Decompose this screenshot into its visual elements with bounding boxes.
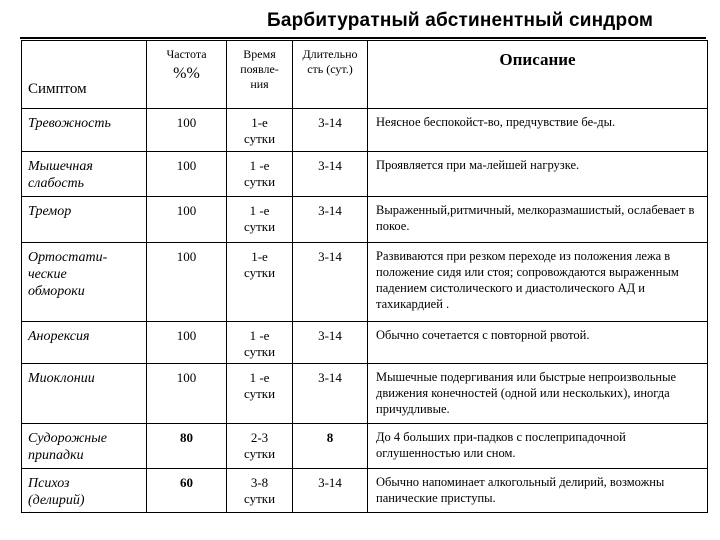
table-row <box>22 197 708 243</box>
cell-frequency: 60 <box>147 469 227 513</box>
cell-frequency: 100 <box>147 243 227 322</box>
cell-description: Обычно напоминает алкогольный делирий, возможны панические приступы. <box>368 469 708 513</box>
symptom-table <box>21 40 708 513</box>
header-duration <box>293 41 368 109</box>
table-header-row <box>22 41 708 109</box>
title-rule <box>20 37 706 39</box>
cell-symptom: Анорексия <box>22 322 147 364</box>
cell-onset <box>227 364 293 424</box>
cell-onset-text: 3-8 сутки <box>243 475 276 506</box>
cell-description: Проявляется при ма-лейшей нагрузке. <box>368 152 708 197</box>
cell-onset <box>227 109 293 152</box>
cell-symptom-text: Психоз (делирий) <box>28 476 85 508</box>
table-row <box>22 322 708 364</box>
cell-onset-text: 1 -е сутки <box>243 370 276 401</box>
cell-duration: 8 <box>293 424 368 469</box>
cell-description: Обычно сочетается с повторной рвотой. <box>368 322 708 364</box>
header-onset-label: Время появле-ния <box>240 47 279 91</box>
header-symptom: Симптом <box>22 41 147 109</box>
page-title: Барбитуратный абстинентный синдром <box>267 10 654 31</box>
header-duration-label: Длительно сть (сут.) <box>302 47 358 76</box>
table-row <box>22 109 708 152</box>
cell-symptom <box>22 152 147 197</box>
header-frequency-label: Частота <box>166 47 207 61</box>
cell-onset-text: 1 -е сутки <box>243 328 276 359</box>
cell-symptom: Тревожность <box>22 109 147 152</box>
cell-duration: 3-14 <box>293 322 368 364</box>
cell-duration: 3-14 <box>293 364 368 424</box>
cell-duration: 3-14 <box>293 243 368 322</box>
cell-onset <box>227 243 293 322</box>
cell-frequency: 100 <box>147 364 227 424</box>
cell-frequency: 80 <box>147 424 227 469</box>
cell-frequency: 100 <box>147 197 227 243</box>
cell-symptom <box>22 469 147 513</box>
cell-description: Выраженный,ритмичный, мелкоразмашистый, ослабевает в покое. <box>368 197 708 243</box>
cell-symptom-text: Ортостати-ческие обмороки <box>28 250 108 299</box>
cell-symptom <box>22 424 147 469</box>
table-row <box>22 424 708 469</box>
header-frequency <box>147 41 227 109</box>
cell-duration: 3-14 <box>293 109 368 152</box>
cell-description: Развиваются при резком переходе из положения лежа в положение сидя или стоя; сопровождаются выраженным падением систолического и диастолического АД и тахикардией . <box>368 243 708 322</box>
cell-symptom: Тремор <box>22 197 147 243</box>
cell-symptom <box>22 243 147 322</box>
table-row <box>22 364 708 424</box>
cell-description: Неясное беспокойст-во, предчувствие бе-ды. <box>368 109 708 152</box>
cell-duration: 3-14 <box>293 469 368 513</box>
cell-symptom: Миоклонии <box>22 364 147 424</box>
cell-onset <box>227 197 293 243</box>
cell-duration: 3-14 <box>293 197 368 243</box>
header-onset <box>227 41 293 109</box>
header-frequency-unit: %% <box>173 65 200 82</box>
cell-onset-text: 2-3 сутки <box>243 430 276 461</box>
cell-onset <box>227 322 293 364</box>
cell-onset <box>227 469 293 513</box>
cell-onset-text: 1-е сутки <box>243 249 276 280</box>
cell-onset <box>227 152 293 197</box>
table-row <box>22 469 708 513</box>
cell-frequency: 100 <box>147 152 227 197</box>
cell-duration: 3-14 <box>293 152 368 197</box>
cell-onset <box>227 424 293 469</box>
cell-description: Мышечные подергивания или быстрые непроизвольные движения конечностей (одной или нескольких), иногда причудливые. <box>368 364 708 424</box>
cell-onset-text: 1-е сутки <box>243 115 276 146</box>
cell-onset-text: 1 -е сутки <box>243 203 276 234</box>
cell-frequency: 100 <box>147 322 227 364</box>
cell-symptom-text: Судорожные припадки <box>28 431 107 463</box>
cell-symptom-text: Мышечная слабость <box>28 159 93 191</box>
cell-frequency: 100 <box>147 109 227 152</box>
cell-description: До 4 больших при-падков с послеприпадочной оглушенностью или сном. <box>368 424 708 469</box>
table-row <box>22 152 708 197</box>
header-description: Описание <box>368 41 708 109</box>
cell-onset-text: 1 -е сутки <box>243 158 276 189</box>
table-row <box>22 243 708 322</box>
